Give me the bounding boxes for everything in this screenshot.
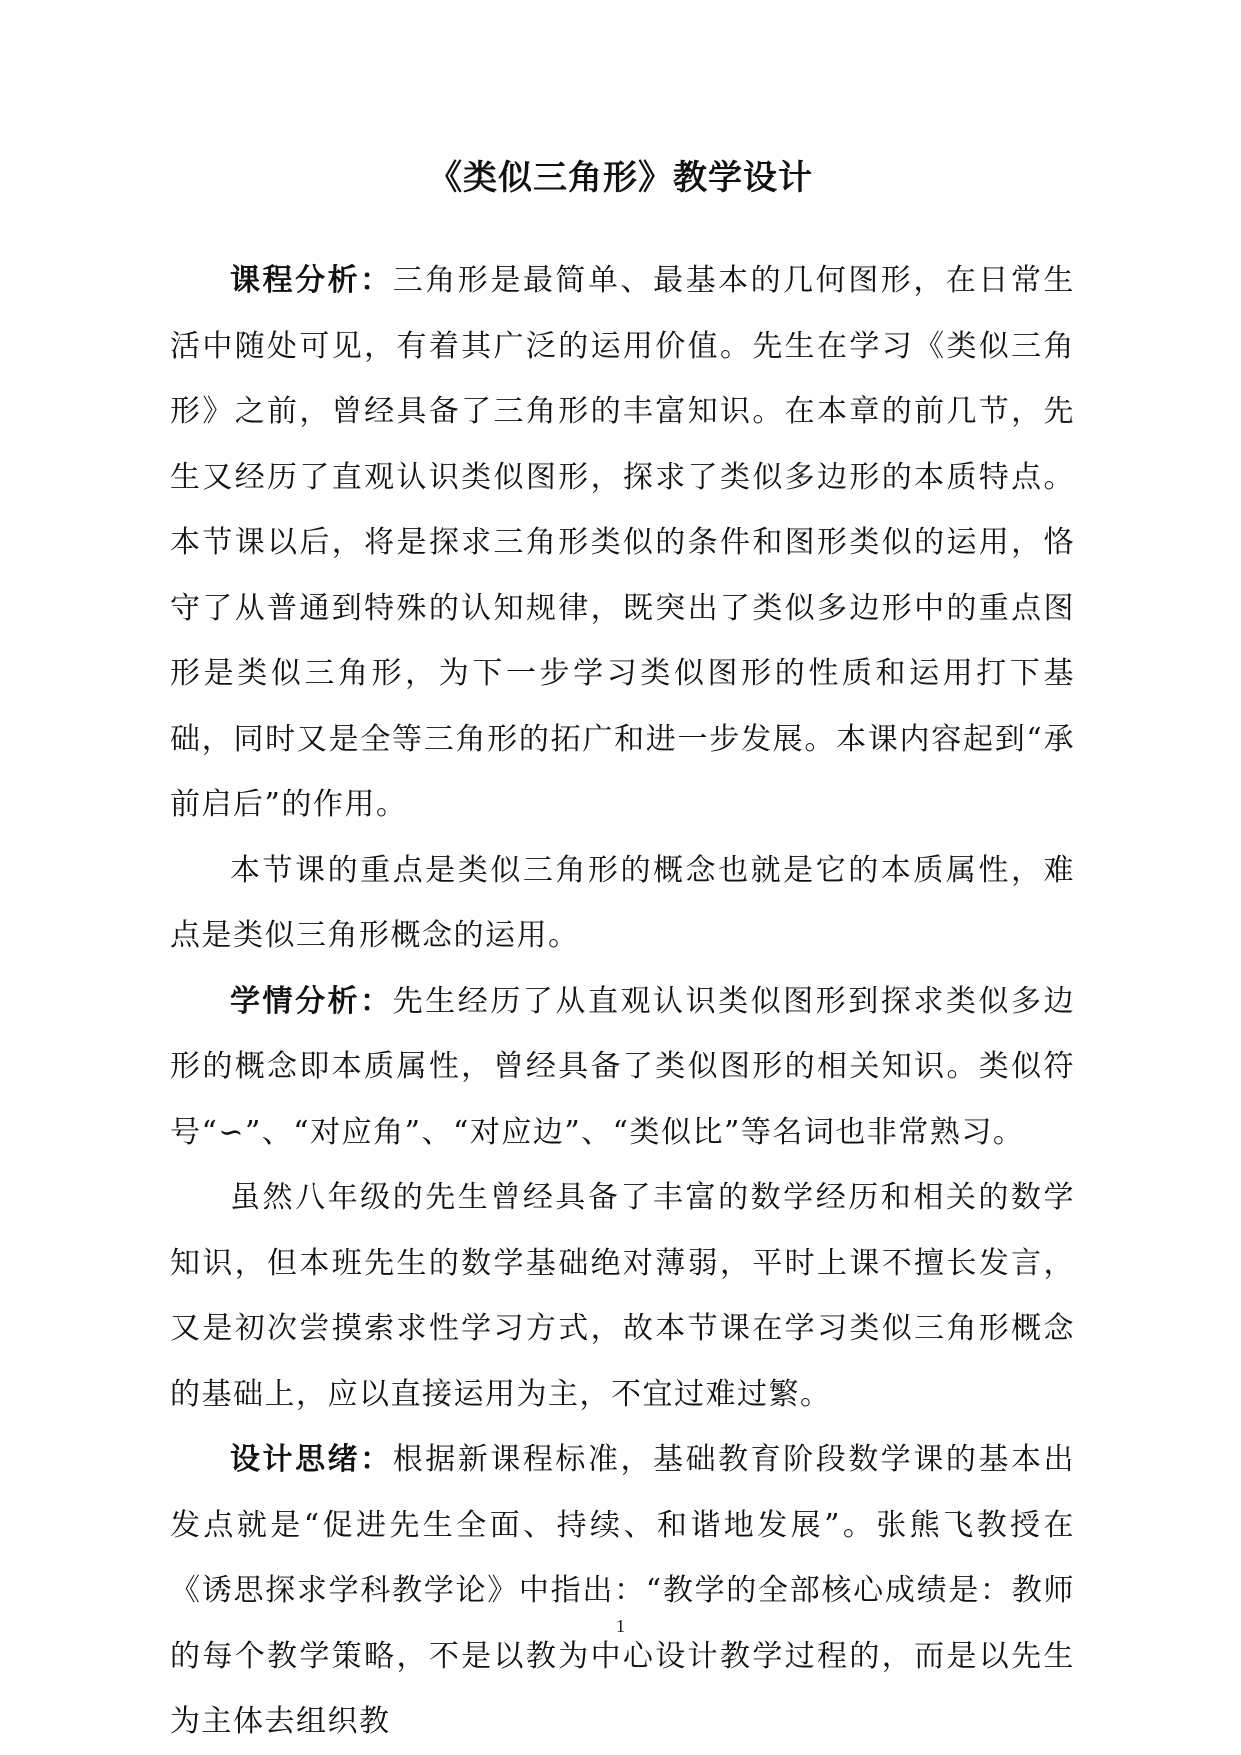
paragraph-design-ideas bbox=[170, 1427, 1075, 1755]
paragraph-text: 先生经历了从直观认识类似图形到探求类似多边形的概念即本质属性，曾经具备了类似图形的相关知识。类似符号“∽”、“对应角”、“对应边”、“类似比”等名词也非常熟习。 bbox=[170, 983, 1076, 1150]
paragraph-course-analysis bbox=[170, 248, 1075, 838]
paragraph-text: 本节课的重点是类似三角形的概念也就是它的本质属性，难点是类似三角形概念的运用。 bbox=[170, 852, 1075, 953]
paragraph-class-situation bbox=[170, 1165, 1075, 1427]
section-heading-course-analysis: 课程分析： bbox=[230, 263, 393, 298]
page-number: 1 bbox=[616, 1616, 625, 1636]
paragraph-student-analysis bbox=[170, 969, 1075, 1166]
document-body bbox=[170, 248, 1075, 1755]
section-heading-student-analysis: 学情分析： bbox=[230, 983, 393, 1019]
paragraph-text: 根据新课程标准，基础教育阶段数学课的基本出发点就是“促进先生全面、持续、和谐地发展”。张熊飞教授在《诱思探求学科教学论》中指出：“教学的全部核心成绩是：教师的每个教学策略，不是以教为中心设计教学过程的，而是以先生为主体去组织教 bbox=[170, 1442, 1076, 1739]
section-heading-design-ideas: 设计思绪： bbox=[230, 1442, 393, 1477]
paragraph-text: 虽然八年级的先生曾经具备了丰富的数学经历和相关的数学知识，但本班先生的数学基础绝对薄弱，平时上课不擅长发言，又是初次尝摸索求性学习方式，故本节课在学习类似三角形概念的基础上，应以直接运用为主，不宜过难过繁。 bbox=[170, 1180, 1075, 1412]
paragraph-text: 三角形是最简单、最基本的几何图形，在日常生活中随处可见，有着其广泛的运用价值。先生在学习《类似三角形》之前，曾经具备了三角形的丰富知识。在本章的前几节，先生又经历了直观认识类似图形，探求了类似多边形的本质特点。本节课以后，将是探求三角形类似的条件和图形类似的运用，恪守了从普通到特殊的认知规律，既突出了类似多边形中的重点图形是类似三角形，为下一步学习类似图形的性质和运用打下基础，同时又是全等三角形的拓广和进一步发展。本课内容起到“承前启后”的作用。 bbox=[170, 263, 1076, 822]
document-title: 《类似三角形》教学设计 bbox=[428, 158, 813, 198]
paragraph-key-points bbox=[170, 838, 1075, 969]
